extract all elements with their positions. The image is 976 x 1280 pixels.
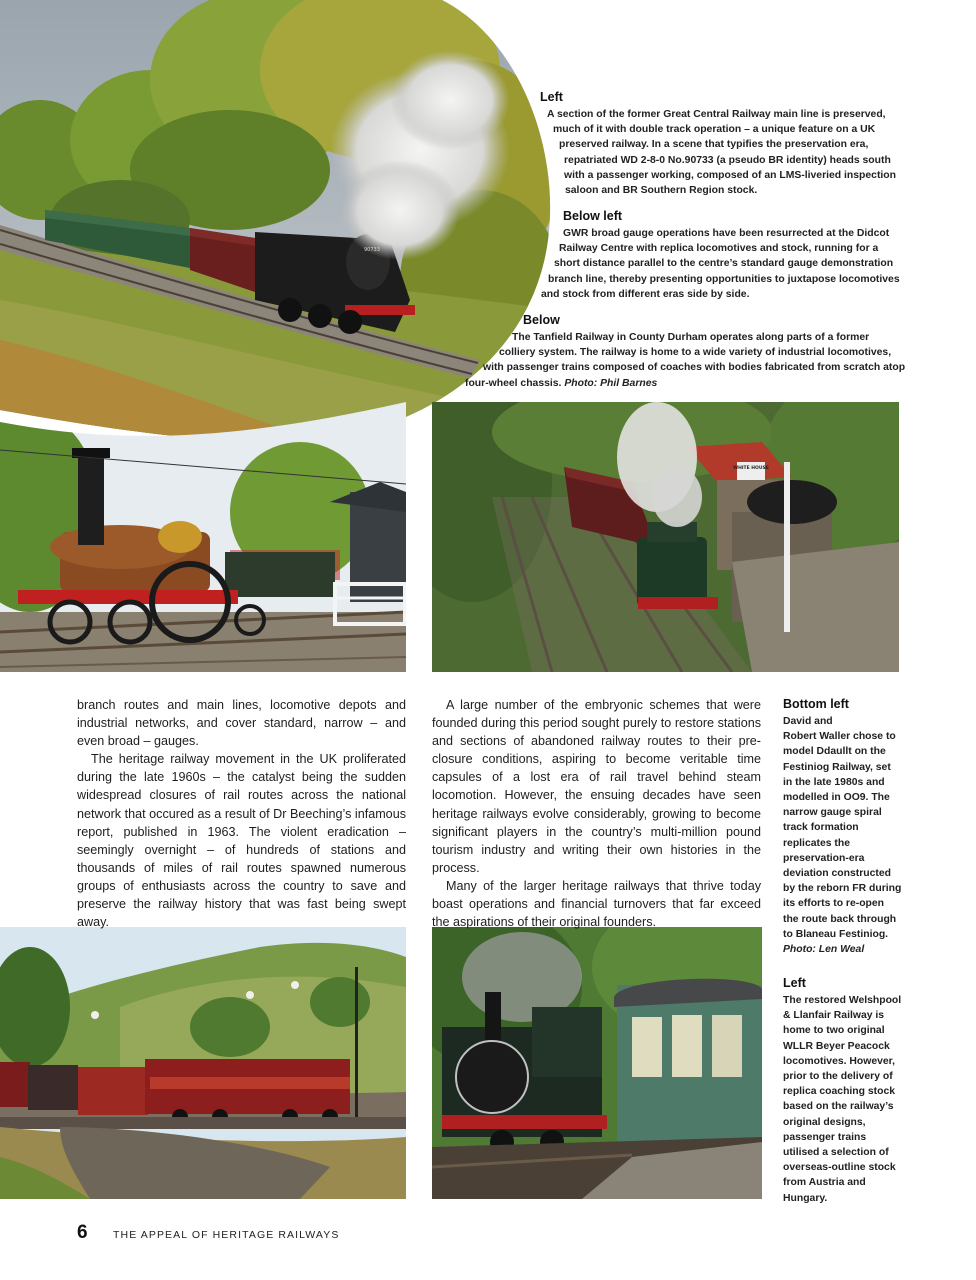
caption-line: Robert Waller chose to xyxy=(783,731,896,743)
caption-line: The restored Welshpool xyxy=(783,995,902,1006)
photo-didcot-broad-gauge xyxy=(0,402,406,672)
caption-line: by the reborn FR during xyxy=(783,883,902,895)
caption-line: with passenger trains composed of coaches with bodies fabricated from scratch atop xyxy=(483,362,906,374)
caption-line: GWR broad gauge operations have been resurrected at the Didcot xyxy=(563,228,890,239)
caption-line: utilised a selection of xyxy=(783,1147,889,1159)
caption-line: repatriated WD 2-8-0 No.90733 (a pseudo BR identity) heads south xyxy=(564,154,891,166)
caption-line: model Ddaullt on the xyxy=(783,746,886,758)
photo-credit: Photo: Len Weal xyxy=(783,944,865,956)
body-column-1 xyxy=(77,696,406,931)
caption-line: branch line, thereby presenting opportunities to juxtapose locomotives xyxy=(548,273,900,285)
caption-line-last xyxy=(465,376,945,391)
caption-line: deviation constructed xyxy=(783,868,891,880)
caption-credit-line xyxy=(783,942,923,957)
caption-line: from Austria and xyxy=(783,1177,866,1189)
caption-line: replica coaching stock xyxy=(783,1086,896,1098)
body-paragraph: branch routes and main lines, locomotive depots and industrial networks, and cover standard, narrow – and even broad – gauges. xyxy=(77,698,406,749)
caption-line: much of it with double track operation – a unique feature on a UK xyxy=(553,124,876,136)
caption-below xyxy=(465,313,945,391)
page-number: 6 xyxy=(77,1222,88,1243)
loco-number-plate: 90733 xyxy=(364,247,380,253)
caption-line: colliery system. The railway is home to a wide variety of industrial locomotives, xyxy=(499,347,892,359)
caption-line: preservation-era xyxy=(783,852,865,864)
running-footer-title: THE APPEAL OF HERITAGE RAILWAYS xyxy=(113,1229,340,1241)
caption-below-left xyxy=(541,209,941,302)
caption-line: WLLR Beyer Peacock xyxy=(783,1040,890,1052)
caption-line: prior to the delivery of xyxy=(783,1071,893,1083)
caption-line: modelled in OO9. The xyxy=(783,792,890,804)
caption-line: to Blaneau Festiniog. xyxy=(783,928,889,940)
caption-line: Railway Centre with replica locomotives and stock, running for a xyxy=(559,243,879,255)
caption-line: the route back through xyxy=(783,913,897,925)
caption-line: passenger trains xyxy=(783,1131,867,1143)
caption-line: original designs, xyxy=(783,1116,866,1128)
body-paragraph: Many of the larger heritage railways that thrive today boast operations and financial turnovers that far exceed the aspirations of their original founders. xyxy=(432,878,761,930)
caption-line: based on the railway’s xyxy=(783,1101,894,1113)
body-paragraph: The heritage railway movement in the UK proliferated during the late 1960s – the catalyst being the sudden widespread closures of rail routes across the national network that occured as a result of Dr Beeching’s infamous report, published in 1963. The violent eradication – seemingly overnight – of hundreds of stations and thousands of miles of rail routes spawned numerous groups of enthusiasts across the country to save and preserve the railway history that was fast being swept away. xyxy=(77,752,406,930)
caption-line: Hungary. xyxy=(783,1192,828,1204)
caption-heading: Below xyxy=(523,313,560,327)
caption-line: its efforts to re-open xyxy=(783,898,885,910)
station-sign-text: WHITE HOUSE xyxy=(733,466,769,471)
photo-credit: Photo: Phil Barnes xyxy=(564,377,658,389)
photo-tanfield-railway xyxy=(432,402,899,672)
caption-line: Festiniog Railway, set xyxy=(783,761,891,773)
caption-heading: Left xyxy=(783,976,806,990)
caption-line: home to two original xyxy=(783,1025,885,1037)
caption-line: track formation xyxy=(783,822,859,834)
caption-line: short distance parallel to the centre’s standard gauge demonstration xyxy=(554,258,894,270)
caption-left-bottom xyxy=(783,976,923,1206)
caption-bottom-left xyxy=(783,697,923,957)
body-paragraph: A large number of the embryonic schemes that were founded during this period sought purely to restore stations and sections of abandoned railway routes to their pre-closure conditions, aspiring to become veritable time capsules of a lost era of rail travel behind steam locomotion. However, the ensuing decades have seen heritage railways evolve considerably, growing to become significant players in the country’s multi-million pound tourism industry and writing their own histories in the process. xyxy=(432,698,761,875)
caption-line: replicates the xyxy=(783,837,850,849)
caption-line: The Tanfield Railway in County Durham operates along parts of a former xyxy=(512,332,870,343)
caption-line: preserved railway. In a scene that typifies the preservation era, xyxy=(559,139,869,151)
caption-line: in the late 1980s and xyxy=(783,776,885,788)
photo-welshpool-llanfair xyxy=(432,927,762,1199)
caption-heading: Bottom left xyxy=(783,697,849,711)
caption-left-top xyxy=(540,90,940,198)
caption-line: with a passenger working, composed of an LMS-liveried inspection xyxy=(564,169,896,181)
body-column-2 xyxy=(432,696,761,931)
caption-line: A section of the former Great Central Railway main line is preserved, xyxy=(547,109,886,120)
caption-line: & Llanfair Railway is xyxy=(783,1010,885,1022)
caption-heading: Left xyxy=(540,90,563,104)
caption-line: overseas-outline stock xyxy=(783,1162,896,1174)
photo-model-railway-ddaullt xyxy=(0,927,406,1199)
caption-line: locomotives. However, xyxy=(783,1055,896,1067)
caption-line: saloon and BR Southern Region stock. xyxy=(565,185,758,197)
caption-line: David and xyxy=(783,716,833,727)
caption-line: narrow gauge spiral xyxy=(783,807,882,819)
caption-text: four-wheel chassis. xyxy=(465,377,562,389)
caption-heading: Below left xyxy=(563,209,623,223)
caption-line: and stock from different eras side by side. xyxy=(541,288,750,300)
